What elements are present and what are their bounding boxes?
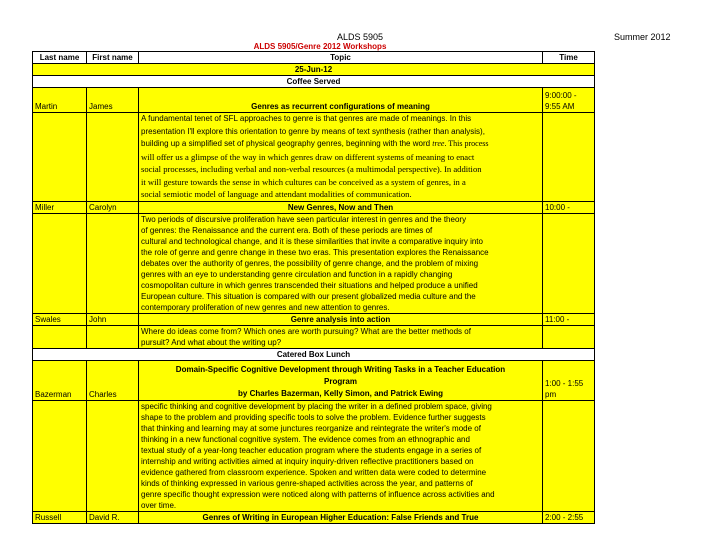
last-name: Martin bbox=[33, 88, 87, 113]
last-name: Miller bbox=[33, 201, 87, 213]
abstract-line: internship and writing activities aimed at inquiry inquiry-driven reflective practitioners based on bbox=[141, 456, 474, 466]
abstract-line: cultural and technological change, and it is these similarities that invite a comparative inquiry into bbox=[141, 236, 483, 246]
abstract-line: specific thinking and cognitive development by placing the writer in a defined problem space, giving bbox=[141, 401, 492, 411]
abstract-line: presentation I'll explore this orientation to genre by means of text synthesis (rather than analysis), bbox=[141, 126, 485, 136]
abstract-line: evidence gathered from classroom experience. Spoken and written data were coded to determine bbox=[141, 467, 487, 477]
abstract-line: kinds of thinking expressed in various genre-shaped activities across the year, and patterns of bbox=[141, 478, 473, 488]
abstract-line: social semiotic model of language and attendant modalities of communication. bbox=[141, 189, 412, 200]
abstract-row-martin bbox=[33, 113, 595, 202]
abstract-line: genre specific thought expression were noticed along with patterns of influence across activities and bbox=[141, 489, 495, 499]
abstract-line: of genres: the Renaissance and the current era. Both of these periods are times of bbox=[141, 225, 433, 235]
session-title: New Genres, Now and Then bbox=[139, 201, 543, 213]
abstract-line: contemporary proliferation of new genres and new attention to genres. bbox=[141, 302, 390, 312]
abstract-line: will offer us a glimpse of the way in which genres draw on different systems of meaning to enact bbox=[141, 151, 475, 162]
coffee-row bbox=[33, 76, 595, 88]
schedule-table bbox=[32, 51, 595, 524]
session-title: Genres as recurrent configurations of meaning bbox=[139, 88, 543, 113]
title-line: Program bbox=[324, 376, 357, 386]
session-row-bazerman bbox=[33, 360, 595, 400]
coffee-break: Coffee Served bbox=[33, 76, 595, 88]
abstract-line: textual study of a year-long teacher education program where the students engage in a series of bbox=[141, 445, 482, 455]
column-header-row bbox=[33, 52, 595, 64]
abstract-line: shape to the problem and providing specific tools to solve the problem. Evidence further suggests bbox=[141, 412, 486, 422]
last-name: Bazerman bbox=[33, 360, 87, 400]
session-abstract bbox=[139, 213, 543, 313]
workshop-subtitle: ALDS 5905/Genre 2012 Workshops bbox=[253, 42, 387, 51]
session-title: Genre analysis into action bbox=[139, 313, 543, 325]
col-topic: Topic bbox=[139, 52, 543, 64]
course-code: ALDS 5905 bbox=[336, 32, 384, 42]
session-abstract bbox=[139, 113, 543, 202]
last-name: Swales bbox=[33, 313, 87, 325]
emphasized-word: tree bbox=[432, 139, 445, 148]
session-title bbox=[139, 360, 543, 400]
session-abstract bbox=[139, 325, 543, 348]
first-name: Carolyn bbox=[87, 201, 139, 213]
col-first-name: First name bbox=[87, 52, 139, 64]
session-date: 25-Jun-12 bbox=[33, 64, 595, 76]
session-time: 1:00 - 1:55 pm bbox=[543, 360, 595, 400]
abstract-line: social processes, including verbal and non-verbal resources (a multimodal perspective). In addition bbox=[141, 164, 482, 175]
abstract-line: European culture. This situation is compared with our present globalized media culture and the bbox=[141, 291, 476, 301]
abstract-line: cosmopolitan culture in which genres transcended their situations and helped produce a unified bbox=[141, 280, 478, 290]
abstract-line: Where do ideas come from? Which ones are worth pursuing? What are the better methods of bbox=[141, 326, 471, 336]
title-line: Domain-Specific Cognitive Development through Writing Tasks in a Teacher Education bbox=[175, 364, 506, 374]
session-abstract bbox=[139, 400, 543, 511]
session-time: 9:00:00 - 9:55 AM bbox=[543, 88, 595, 113]
first-name: James bbox=[87, 88, 139, 113]
lunch-break: Catered Box Lunch bbox=[33, 348, 595, 360]
first-name: John bbox=[87, 313, 139, 325]
abstract-line: thinking in a new functional cognitive system. The evidence comes from an ethnographic and bbox=[141, 434, 470, 444]
first-name: Charles bbox=[87, 360, 139, 400]
first-name: David R. bbox=[87, 511, 139, 523]
session-row-swales bbox=[33, 313, 595, 325]
abstract-line: Two periods of discursive proliferation have seen particular interest in genres and the theory bbox=[141, 214, 467, 224]
col-time: Time bbox=[543, 52, 595, 64]
abstract-row-swales bbox=[33, 325, 595, 348]
last-name: Russell bbox=[33, 511, 87, 523]
session-row-russell bbox=[33, 511, 595, 523]
lunch-row bbox=[33, 348, 595, 360]
abstract-line: over time. bbox=[141, 500, 177, 510]
abstract-line: it will gesture towards the sense in which cultures can be conceived as a system of genres, in a bbox=[141, 176, 466, 187]
session-row-martin bbox=[33, 88, 595, 113]
abstract-line: building up a simplified set of physical geography genres, beginning with the word tree. This process bbox=[141, 139, 489, 148]
date-row bbox=[33, 64, 595, 76]
abstract-row-miller bbox=[33, 213, 595, 313]
abstract-line: that thinking and learning may at some junctures reorganize and reintegrate the writer's mode of bbox=[141, 423, 481, 433]
abstract-row-bazerman bbox=[33, 400, 595, 511]
abstract-line: genres with an eye to understanding genre circulation and function in a rapidly changing bbox=[141, 269, 453, 279]
term-label: Summer 2012 bbox=[614, 32, 671, 42]
abstract-line: the role of genre and genre change in these two eras. This presentation explores the Renaissance bbox=[141, 247, 489, 257]
abstract-line: debates over the authority of genres, the possibility of genre change, and the problem of mixing bbox=[141, 258, 479, 268]
abstract-line: A fundamental tenet of SFL approaches to genre is that genres are made of meanings. In this bbox=[141, 114, 472, 123]
abstract-line: pursuit? And what about the writing up? bbox=[141, 337, 282, 347]
session-row-miller bbox=[33, 201, 595, 213]
session-title: Genres of Writing in European Higher Education: False Friends and True bbox=[139, 511, 543, 523]
session-time: 11:00 - bbox=[543, 313, 595, 325]
col-last-name: Last name bbox=[33, 52, 87, 64]
session-time: 10:00 - bbox=[543, 201, 595, 213]
session-time: 2:00 - 2:55 bbox=[543, 511, 595, 523]
title-authors: by Charles Bazerman, Kelly Simon, and Patrick Ewing bbox=[238, 388, 443, 398]
